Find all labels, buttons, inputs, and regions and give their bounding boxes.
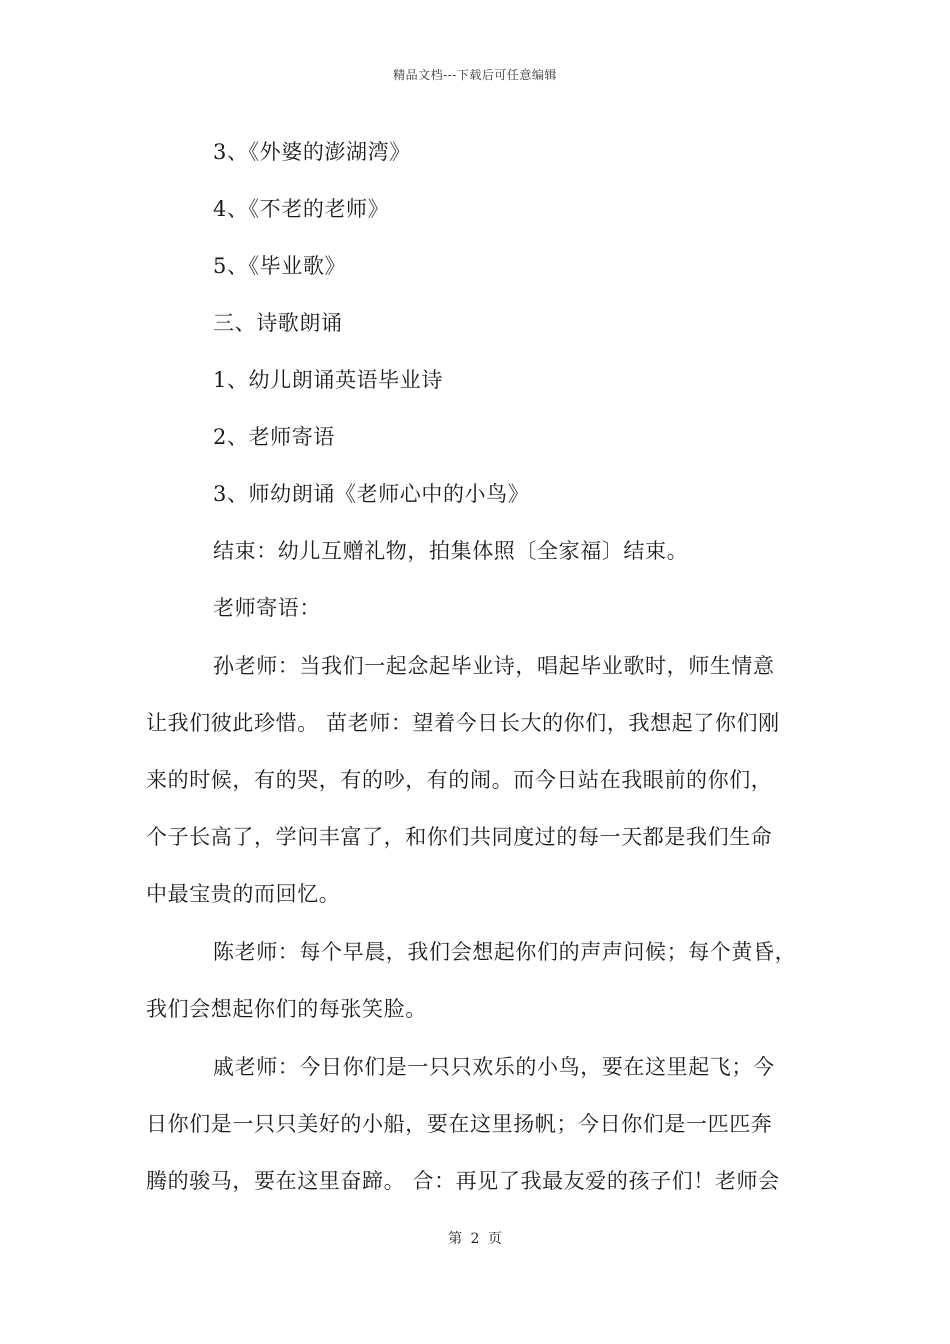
paragraph-line: 中最宝贵的而回忆。 (146, 882, 341, 906)
list-item: 2、老师寄语 (213, 425, 335, 449)
paragraph-line: 老师寄语： (213, 596, 321, 620)
list-item: 3、师幼朗诵《老师心中的小鸟》 (213, 482, 530, 506)
list-item: 3、《外婆的澎湖湾》 (213, 140, 411, 164)
paragraph-line: 戚老师：今日你们是一只只欢乐的小鸟，要在这里起飞；今 (213, 1055, 775, 1079)
paragraph-line: 日你们是一只只美好的小船，要在这里扬帆；今日你们是一匹匹奔 (146, 1112, 773, 1136)
list-item: 4、《不老的老师》 (213, 197, 390, 221)
paragraph-line: 让我们彼此珍惜。 苗老师：望着今日长大的你们，我想起了你们刚 (146, 711, 780, 735)
paragraph-line: 腾的骏马，要在这里奋蹄。 合：再见了我最友爱的孩子们！老师会 (146, 1169, 780, 1193)
paragraph-line: 我们会想起你们的每张笑脸。 (146, 997, 427, 1021)
list-item: 5、《毕业歌》 (213, 254, 347, 278)
page-number: 第 2 页 (448, 1231, 502, 1247)
section-heading: 三、诗歌朗诵 (213, 311, 343, 335)
list-item: 1、幼儿朗诵英语毕业诗 (213, 368, 443, 392)
paragraph-line: 结束：幼儿互赠礼物，拍集体照〔全家福〕结束。 (213, 539, 689, 563)
paragraph-line: 来的时候，有的哭，有的吵，有的闹。而今日站在我眼前的你们， (146, 768, 773, 792)
paragraph-line: 陈老师：每个早晨，我们会想起你们的声声问候；每个黄昏， (213, 940, 797, 964)
paragraph-line: 孙老师：当我们一起念起毕业诗，唱起毕业歌时，师生情意 (213, 654, 775, 678)
paragraph-line: 个子长高了，学问丰富了，和你们共同度过的每一天都是我们生命 (146, 825, 773, 849)
page-header: 精品文档---下载后可任意编辑 (393, 68, 557, 82)
